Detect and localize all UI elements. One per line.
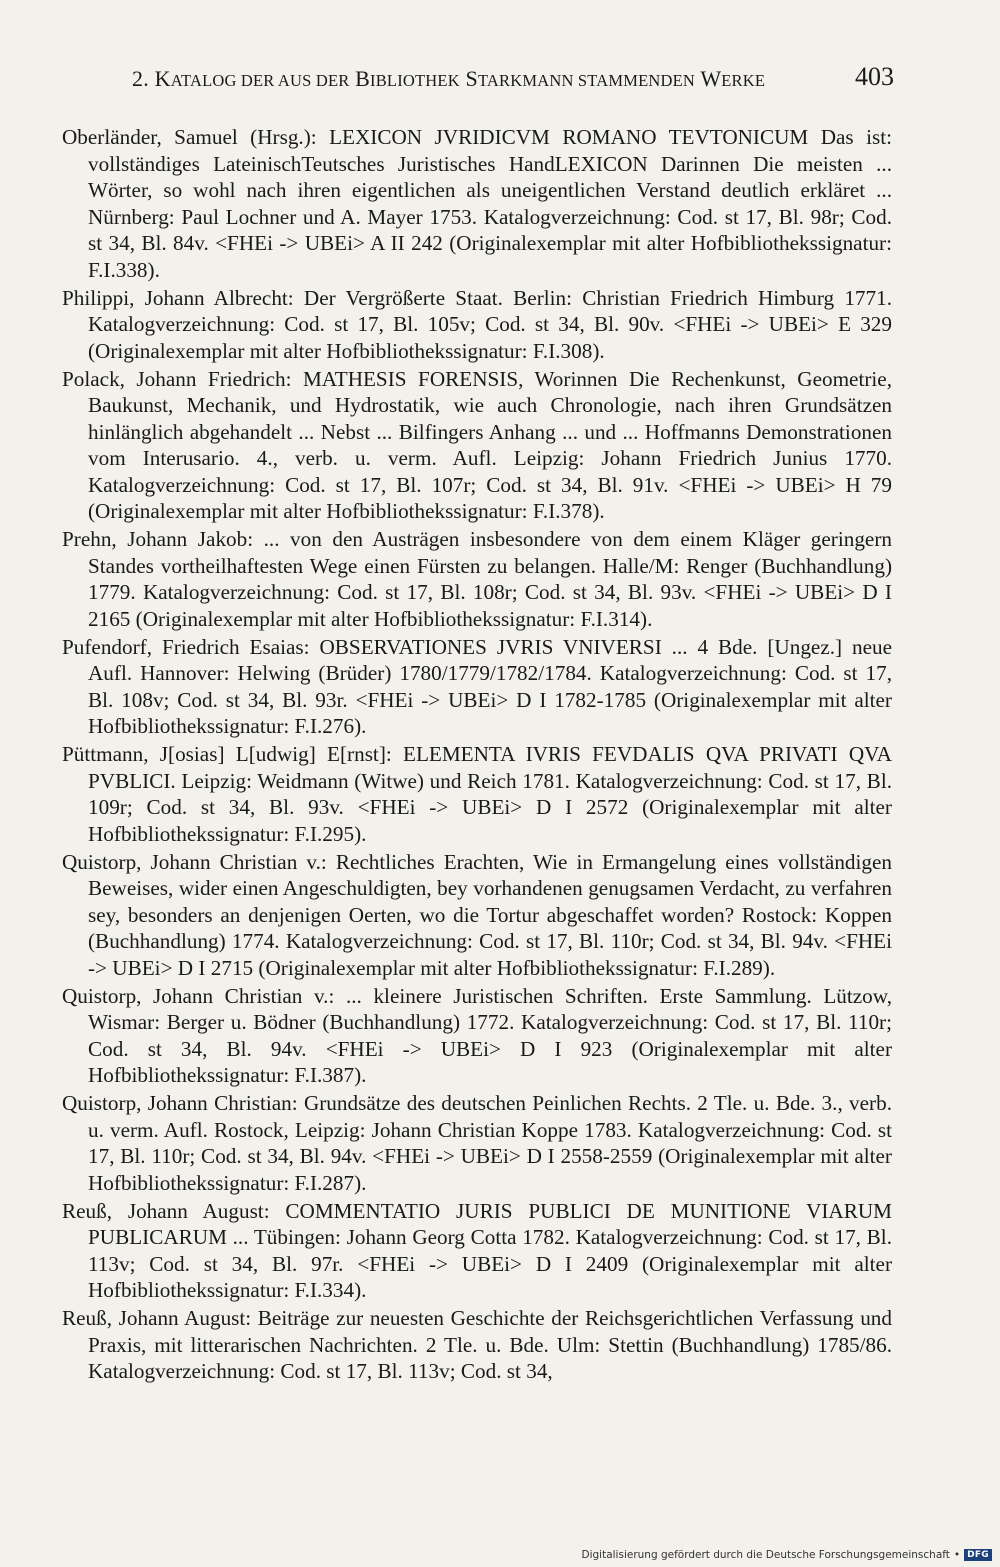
running-title (132, 66, 765, 92)
title-word: STARKMANN STAMMENDEN (465, 66, 695, 91)
catalog-entry: Püttmann, J[osias] L[udwig] E[rnst]: ELEMENTA IVRIS FEVDALIS QVA PRIVATI QVA PVBLICI. Leipzig: Weidmann (Witwe) und Reich 1781. Katalogverzeichnung: Cod. st 17, Bl. 109r; Cod. st 34, Bl. 93v. <FHEi -> UBEi> D I 2572 (Originalexemplar mit alter Hofbibliothekssignatur: F.I.295). (62, 742, 892, 846)
catalog-entry: Polack, Johann Friedrich: MATHESIS FORENSIS, Worinnen Die Rechenkunst, Geometrie, Baukunst, Mechanik, und Hydrostatik, wie auch Chronologie, nach ihren Grundsätzen hinlänglich abgehandelt ... Nebst ... Bilfingers Anhang ... und ... Hoffmanns Demonstrationen vom Interusario. 4., verb. u. verm. Aufl. Leipzig: Johann Friedrich Junius 1770. Katalogverzeichnung: Cod. st 17, Bl. 107r; Cod. st 34, Bl. 91v. <FHEi -> UBEi> H 79 (Originalexemplar mit alter Hofbibliothekssignatur: F.I.378). (62, 366, 892, 523)
catalog-entry: Reuß, Johann August: Beiträge zur neuesten Geschichte der Reichsgerichtlichen Verfassung und Praxis, mit litterarischen Nachrichten. 2 Tle. u. Bde. Ulm: Stettin (Buchhandlung) 1785/86. Katalogverzeichnung: Cod. st 17, Bl. 113v; Cod. st 34, (62, 1306, 892, 1383)
digitization-footer (582, 1549, 993, 1561)
catalog-entry: Quistorp, Johann Christian: Grundsätze des deutschen Peinlichen Rechts. 2 Tle. u. Bde. 3., verb. u. verm. Aufl. Rostock, Leipzig: Johann Christian Koppe 1783. Katalogverzeichnung: Cod. st 17, Bl. 110r; Cod. st 34, Bl. 94v. <FHEi -> UBEi> D I 2558-2559 (Originalexemplar mit alter Hofbibliothekssignatur: F.I.287). (62, 1091, 892, 1195)
footer-credit-text: Digitalisierung gefördert durch die Deutsche Forschungsgemeinschaft (581, 1549, 950, 1561)
chapter-number: 2. (132, 66, 149, 91)
catalog-entry: Philippi, Johann Albrecht: Der Vergrößerte Staat. Berlin: Christian Friedrich Himburg 1771. Katalogverzeichnung: Cod. st 17, Bl. 105v; Cod. st 34, Bl. 90v. <FHEi -> UBEi> E 329 (Originalexemplar mit alter Hofbibliothekssignatur: F.I.308). (62, 285, 892, 363)
catalog-entry: Oberländer, Samuel (Hrsg.): LEXICON JVRIDICVM ROMANO TEVTONICUM Das ist: vollständiges LateinischTeutsches Juristisches HandLEXICON Darinnen Die meisten ... Wörter, so wohl nach ihren eigentlichen als uneigentlichen Verstand deutlich erkläret ... Nürnberg: Paul Lochner und A. Mayer 1753. Katalogverzeichnung: Cod. st 17, Bl. 98r; Cod. st 34, Bl. 84v. <FHEi -> UBEi> A II 242 (Originalexemplar mit alter Hofbibliothekssignatur: F.I.338). (62, 125, 892, 282)
page-number: 403 (855, 62, 894, 91)
catalog-entry: Prehn, Johann Jakob: ... von den Austrägen insbesondere von dem einem Kläger geringern Standes vortheilhaftesten Wege einen Fürsten zu belangen. Halle/M: Renger (Buchhandlung) 1779. Katalogverzeichnung: Cod. st 17, Bl. 108r; Cod. st 34, Bl. 93v. <FHEi -> UBEi> D I 2165 (Originalexemplar mit alter Hofbibliothekssignatur: F.I.314). (62, 527, 892, 631)
catalog-entry: Reuß, Johann August: COMMENTATIO JURIS PUBLICI DE MUNITIONE VIARUM PUBLICARUM ... Tübingen: Johann Georg Cotta 1782. Katalogverzeichnung: Cod. st 17, Bl. 113v; Cod. st 34, Bl. 97r. <FHEi -> UBEi> D I 2409 (Originalexemplar mit alter Hofbibliothekssignatur: F.I.334). (62, 1198, 892, 1302)
catalog-entry: Quistorp, Johann Christian v.: ... kleinere Juristischen Schriften. Erste Sammlung. Lützow, Wismar: Berger u. Bödner (Buchhandlung) 1772. Katalogverzeichnung: Cod. st 17, Bl. 110r; Cod. st 34, Bl. 94v. <FHEi -> UBEi> D I 923 (Originalexemplar mit alter Hofbibliothekssignatur: F.I.387). (62, 983, 892, 1087)
title-word: WERKE (700, 66, 766, 91)
catalog-entry-list (62, 124, 892, 1386)
title-word: BIBLIOTHEK (355, 66, 460, 91)
title-word: KATALOG DER AUS DER (154, 66, 350, 91)
footer-separator: • (953, 1549, 961, 1561)
catalog-entry: Pufendorf, Friedrich Esaias: OBSERVATIONES JVRIS VNIVERSI ... 4 Bde. [Ungez.] neue Aufl. Hannover: Helwing (Brüder) 1780/1779/1782/1784. Katalogverzeichnung: Cod. st 17, Bl. 108v; Cod. st 34, Bl. 93r. <FHEi -> UBEi> D I 1782-1785 (Originalexemplar mit alter Hofbibliothekssignatur: F.I.276). (62, 634, 892, 738)
catalog-entry: Quistorp, Johann Christian v.: Rechtliches Erachten, Wie in Ermangelung eines vollständigen Beweises, wider einen Angeschuldigten, bey vorhandenen genugsamen Verdacht, zu verfahren sey, besonders an denjenigen Oerten, wo die Tortur abgeschaffet worden? Rostock: Koppen (Buchhandlung) 1774. Katalogverzeichnung: Cod. st 17, Bl. 110r; Cod. st 34, Bl. 94v. <FHEi -> UBEi> D I 2715 (Originalexemplar mit alter Hofbibliothekssignatur: F.I.289). (62, 849, 892, 980)
page-header (60, 62, 898, 102)
dfg-logo-icon: DFG (964, 1549, 992, 1561)
